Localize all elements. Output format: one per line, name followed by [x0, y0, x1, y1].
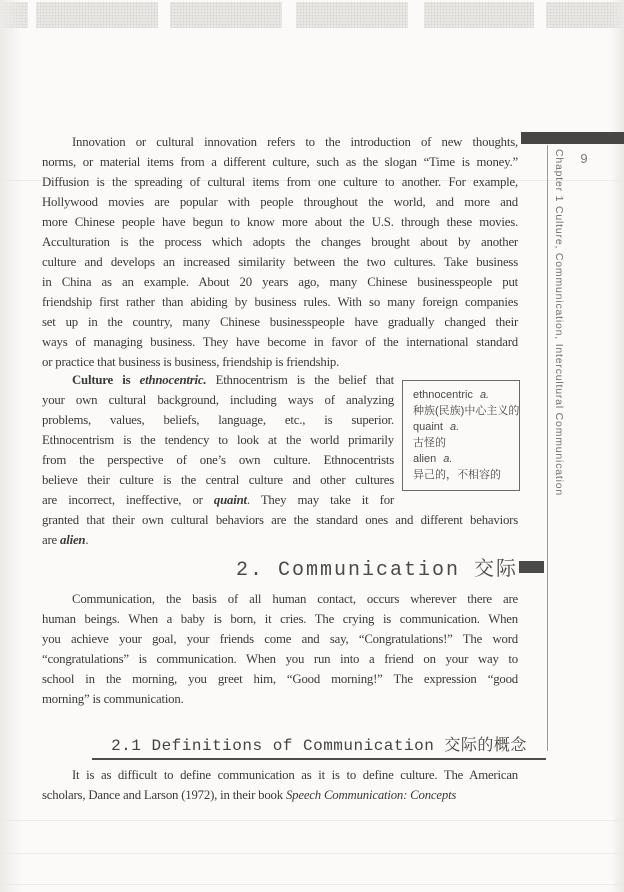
text-segment: quaint — [213, 493, 247, 507]
page-number: 9 — [580, 151, 588, 166]
vocab-term: quaint — [413, 421, 443, 433]
text-segment: problems, values, beliefs, language, etc., is superior. — [42, 413, 394, 427]
text-segment: school in the morning, you greet him, “Good morning!” The expression “good — [42, 672, 518, 686]
paragraph-define-communication — [42, 765, 518, 805]
chapter-title-vertical: Chapter 1 Culture, Communication, Intercultural Communication — [553, 149, 565, 497]
scan-artifact-band — [424, 2, 534, 28]
text-segment: granted that their own cultural behaviors are the standard ones and different behaviors — [42, 513, 518, 527]
text-line — [42, 152, 518, 172]
text-segment: ethnocentric. — [139, 373, 207, 387]
text-segment: Ethnocentrism is the tendency to look at the world primarily — [42, 433, 394, 447]
scan-artifact-line — [0, 853, 624, 854]
text-line — [42, 390, 394, 410]
paragraph-ethnocentric-narrow — [42, 370, 394, 510]
text-segment: more Chinese people have begun to know more about the U.S. through these movies. — [42, 215, 518, 229]
text-line — [42, 410, 394, 430]
text-segment: are — [42, 533, 61, 547]
text-segment: from the perspective of one’s own culture. Ethnocentrists — [42, 453, 394, 467]
vocab-word — [413, 419, 509, 435]
section-heading-communication: 2. Communication 交际 — [235, 559, 518, 582]
text-line — [42, 192, 518, 212]
vocab-term: ethnocentric — [413, 389, 473, 401]
text-segment: It is as difficult to define communication as it is to define culture. The American — [72, 768, 518, 782]
vocab-pos: a. — [443, 453, 453, 465]
scan-artifact-line — [0, 884, 624, 885]
text-line — [42, 669, 518, 689]
text-segment: culture and develops an increased similarity between the two cultures. Take business — [42, 255, 518, 269]
text-segment: “congratulations” is communication. When you run into a friend on your way to — [42, 652, 518, 666]
vocab-meaning: 种族(民族)中心主义的 — [413, 405, 520, 417]
text-line — [42, 609, 518, 629]
text-line — [42, 370, 394, 390]
scan-artifact-line — [0, 820, 624, 821]
text-segment: or practice that business is business, friendship is friendship. — [42, 355, 340, 369]
text-line — [42, 765, 518, 785]
text-line — [42, 450, 394, 470]
sidebar-rule — [547, 145, 548, 751]
text-line — [42, 352, 518, 372]
text-line — [42, 470, 394, 490]
paragraph-communication-basis — [42, 589, 518, 709]
text-segment: Communication, the basis of all human contact, occurs wherever there are — [72, 592, 518, 606]
text-segment: Culture is — [72, 373, 140, 387]
text-segment: . They may take it for — [246, 493, 394, 507]
text-line — [42, 689, 518, 709]
vocab-meaning: 古怪的 — [413, 437, 446, 449]
text-line — [42, 132, 518, 152]
text-line — [42, 252, 518, 272]
vocab-term: alien — [413, 453, 437, 465]
text-line — [42, 292, 518, 312]
text-segment: you achieve your goal, your friends come and say, “Congratulations!” The word — [42, 632, 518, 646]
text-segment: morning” is communication. — [42, 692, 184, 706]
text-segment: are incorrect, ineffective, or — [42, 493, 214, 507]
chapter-tab-bar — [521, 132, 624, 144]
text-segment: norms, or material items from a different culture, such as the slogan “Time is money.” — [42, 155, 518, 169]
scan-artifact-band — [36, 2, 158, 28]
text-line — [42, 212, 518, 232]
text-segment: scholars, Dance and Larson (1972), in their book — [42, 788, 286, 802]
vocab-word — [413, 451, 509, 467]
text-line — [42, 629, 518, 649]
subsection-heading-definitions: 2.1 Definitions of Communication 交际的概念 — [92, 732, 546, 760]
text-line — [42, 649, 518, 669]
text-segment: in China as an example. About 20 years ago, many Chinese businesspeople put — [42, 275, 518, 289]
text-segment: Diffusion is the spreading of cultural items from one culture to another. For example, — [42, 175, 518, 189]
text-line — [42, 332, 518, 352]
text-segment: Innovation or cultural innovation refers to the introduction of new thoughts, — [72, 135, 518, 149]
text-line — [42, 172, 518, 192]
text-line — [42, 589, 518, 609]
text-line — [42, 785, 518, 805]
text-segment: Speech Communication: Concepts — [285, 788, 457, 802]
text-segment: . — [85, 533, 89, 547]
text-segment: believe their culture is the central culture and other cultures — [42, 473, 394, 487]
page-edge-shading — [0, 0, 22, 892]
text-line — [42, 530, 518, 550]
text-segment: Ethnocentrism is the belief that — [206, 373, 394, 387]
text-segment: friendship first rather than abiding by business rules. With so many foreign companies — [42, 295, 518, 309]
text-line — [42, 510, 518, 530]
vocab-word — [413, 387, 509, 403]
vocab-box — [402, 380, 520, 491]
vocab-meaning: 异己的，不相容的 — [413, 469, 501, 481]
text-segment: Acculturation is the process which adopts the changes brought about by another — [42, 235, 518, 249]
paragraph-ethnocentric-full — [42, 510, 518, 550]
text-segment: your own cultural background, including ways of analyzing — [42, 393, 394, 407]
text-line — [42, 490, 394, 510]
text-line — [42, 272, 518, 292]
text-segment: ways of managing business. They have become in favor of the international standard — [42, 335, 518, 349]
paragraph-innovation-diffusion — [42, 132, 518, 372]
vocab-pos: a. — [449, 421, 460, 433]
text-line — [42, 312, 518, 332]
text-segment: alien — [60, 533, 86, 547]
text-segment: human beings. When a baby is born, it cries. The crying is communication. When — [42, 612, 518, 626]
text-segment: set up in the country, many Chinese businesspeople have gradually changed their — [42, 315, 518, 329]
text-segment: Hollywood movies are popular with people throughout the world, and more and — [42, 195, 518, 209]
text-line — [42, 232, 518, 252]
vocab-pos: a. — [479, 389, 490, 401]
scan-artifact-band — [170, 2, 282, 28]
text-line — [42, 430, 394, 450]
heading-accent-bar — [519, 561, 544, 573]
scan-artifact-band — [296, 2, 408, 28]
